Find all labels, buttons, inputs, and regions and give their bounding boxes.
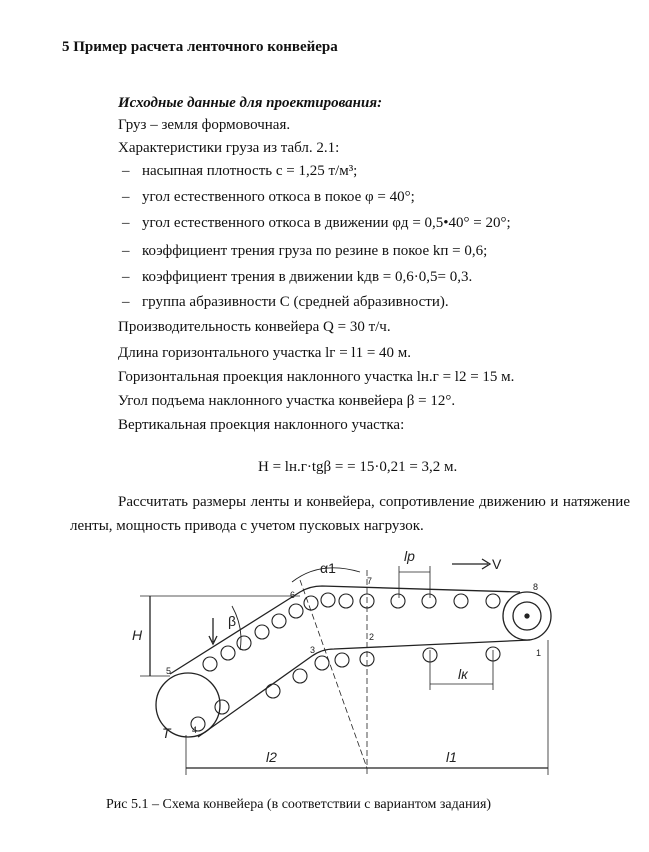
param-line: Вертикальная проекция наклонного участка:	[118, 417, 405, 433]
cargo-line: Груз – земля формовочная.	[118, 117, 291, 133]
list-item: коэффициент трения в движении kдв = 0,6·0,5= 0,3.	[142, 269, 473, 285]
list-dash: –	[122, 269, 130, 285]
point-label: 1	[536, 648, 542, 658]
point-label: 3	[310, 645, 316, 655]
formula: H = lн.г·tgβ = = 15·0,21 = 3,2 м.	[258, 459, 458, 475]
l2-label: l2	[266, 749, 277, 765]
lk-label: lк	[458, 666, 468, 682]
props-intro: Характеристики груза из табл. 2.1:	[118, 140, 340, 156]
velocity-label: V	[492, 556, 502, 572]
section-title: 5 Пример расчета ленточного конвейера	[62, 39, 338, 55]
param-line: Угол подъема наклонного участка конвейера β = 12°.	[118, 393, 456, 409]
subheading: Исходные данные для проектирования:	[118, 95, 383, 111]
figure-caption: Рис 5.1 – Схема конвейера (в соответствии с вариантом задания)	[106, 797, 492, 812]
tension-label: T	[162, 725, 171, 741]
point-label: 4	[192, 725, 198, 735]
lower-belt	[198, 640, 530, 737]
h-label: H	[132, 627, 143, 643]
list-dash: –	[122, 215, 130, 231]
list-item: коэффициент трения груза по резине в покое kп = 0,6;	[142, 243, 488, 259]
l1-label: l1	[446, 749, 457, 765]
point-label: 7	[367, 576, 373, 586]
point-label: 2	[369, 632, 375, 642]
point-label: 8	[533, 582, 539, 592]
point-label: 5	[166, 666, 172, 676]
list-item: угол естественного откоса в движении φд = 0,5•40° = 20°;	[142, 215, 511, 231]
list-dash: –	[122, 243, 130, 259]
list-item: угол естественного откоса в покое φ = 40°;	[142, 189, 415, 205]
beta-label: β	[228, 613, 237, 629]
task-paragraph: Рассчитать размеры ленты и конвейера, сопротивление движению и натяжение ленты, мощность привода с учетом пусковых нагрузок.	[70, 494, 630, 534]
param-line: Горизонтальная проекция наклонного участка lн.г = l2 = 15 м.	[118, 369, 515, 385]
point-label: 6	[290, 590, 296, 600]
lp-label: lр	[404, 548, 415, 564]
list-dash: –	[122, 163, 130, 179]
list-item: группа абразивности С (средней абразивности).	[142, 294, 449, 310]
list-item: насыпная плотность c = 1,25 т/м³;	[142, 163, 358, 179]
param-line: Производительность конвейера Q = 30 т/ч.	[118, 319, 391, 335]
param-line: Длина горизонтального участка lг = l1 = 40 м.	[118, 345, 412, 361]
list-dash: –	[122, 294, 130, 310]
alpha-label: α1	[320, 560, 336, 576]
list-dash: –	[122, 189, 130, 205]
